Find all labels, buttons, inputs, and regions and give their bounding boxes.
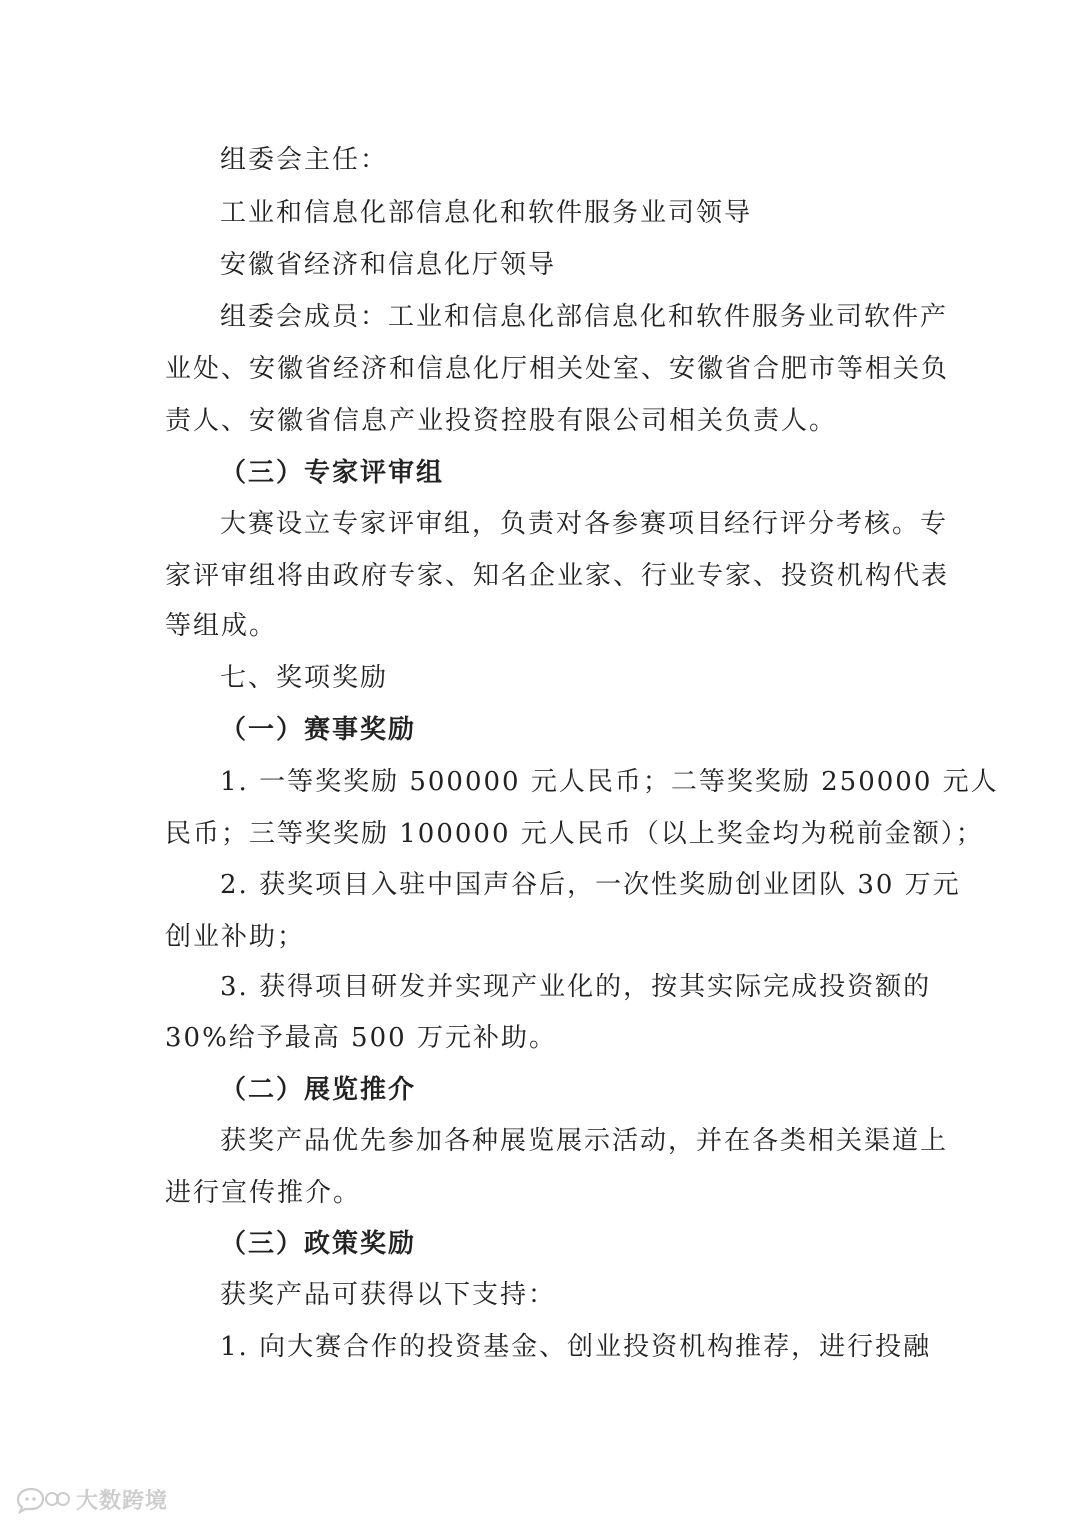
watermark bbox=[14, 1484, 168, 1515]
text-line-exhibition-2: 进行宣传推介。 bbox=[165, 1178, 362, 1208]
text-line-award-1a: 1. 一等奖奖励 500000 元人民币；二等奖奖励 250000 元人 bbox=[220, 767, 999, 797]
text-line-expert-3: 等组成。 bbox=[165, 611, 278, 641]
text-line-award-2b: 创业补助； bbox=[165, 922, 306, 952]
text-line-members-1: 组委会成员：工业和信息化部信息化和软件服务业司软件产 bbox=[220, 302, 949, 332]
chat-bubble-icon bbox=[14, 1486, 70, 1514]
text-line-policy-1: 1. 向大赛合作的投资基金、创业投资机构推荐，进行投融 bbox=[220, 1332, 932, 1362]
text-line-director-1: 工业和信息化部信息化和软件服务业司领导 bbox=[220, 198, 753, 228]
text-line-award-3a: 3. 获得项目研发并实现产业化的，按其实际完成投资额的 bbox=[220, 972, 932, 1002]
section-heading-competition-awards: （一）赛事奖励 bbox=[220, 715, 417, 745]
text-line-award-3b: 30%给予最高 500 万元补助。 bbox=[165, 1023, 557, 1053]
text-line-exhibition-1: 获奖产品优先参加各种展览展示活动，并在各类相关渠道上 bbox=[220, 1126, 949, 1156]
text-line-members-3: 责人、安徽省信息产业投资控股有限公司相关负责人。 bbox=[165, 406, 838, 436]
text-line-committee-director-label: 组委会主任： bbox=[220, 145, 389, 175]
text-line-award-2a: 2. 获奖项目入驻中国声谷后，一次性奖励创业团队 30 万元 bbox=[220, 870, 961, 900]
text-line-award-1b: 民币；三等奖奖励 100000 元人民币（以上奖金均为税前金额）； bbox=[165, 819, 984, 849]
text-line-expert-1: 大赛设立专家评审组，负责对各参赛项目经行评分考核。专 bbox=[220, 509, 949, 539]
text-line-policy-intro: 获奖产品可获得以下支持： bbox=[220, 1280, 557, 1310]
section-heading-exhibition: （二）展览推介 bbox=[220, 1075, 417, 1105]
text-line-expert-2: 家评审组将由政府专家、知名企业家、行业专家、投资机构代表 bbox=[165, 561, 950, 591]
section-heading-policy-awards: （三）政策奖励 bbox=[220, 1229, 417, 1259]
chapter-heading-awards: 七、奖项奖励 bbox=[220, 663, 389, 693]
watermark-text: 大数跨境 bbox=[76, 1489, 169, 1514]
section-heading-expert-panel: （三）专家评审组 bbox=[220, 458, 445, 488]
text-line-members-2: 业处、安徽省经济和信息化厅相关处室、安徽省合肥市等相关负 bbox=[165, 354, 950, 384]
text-line-director-2: 安徽省经济和信息化厅领导 bbox=[220, 250, 557, 280]
